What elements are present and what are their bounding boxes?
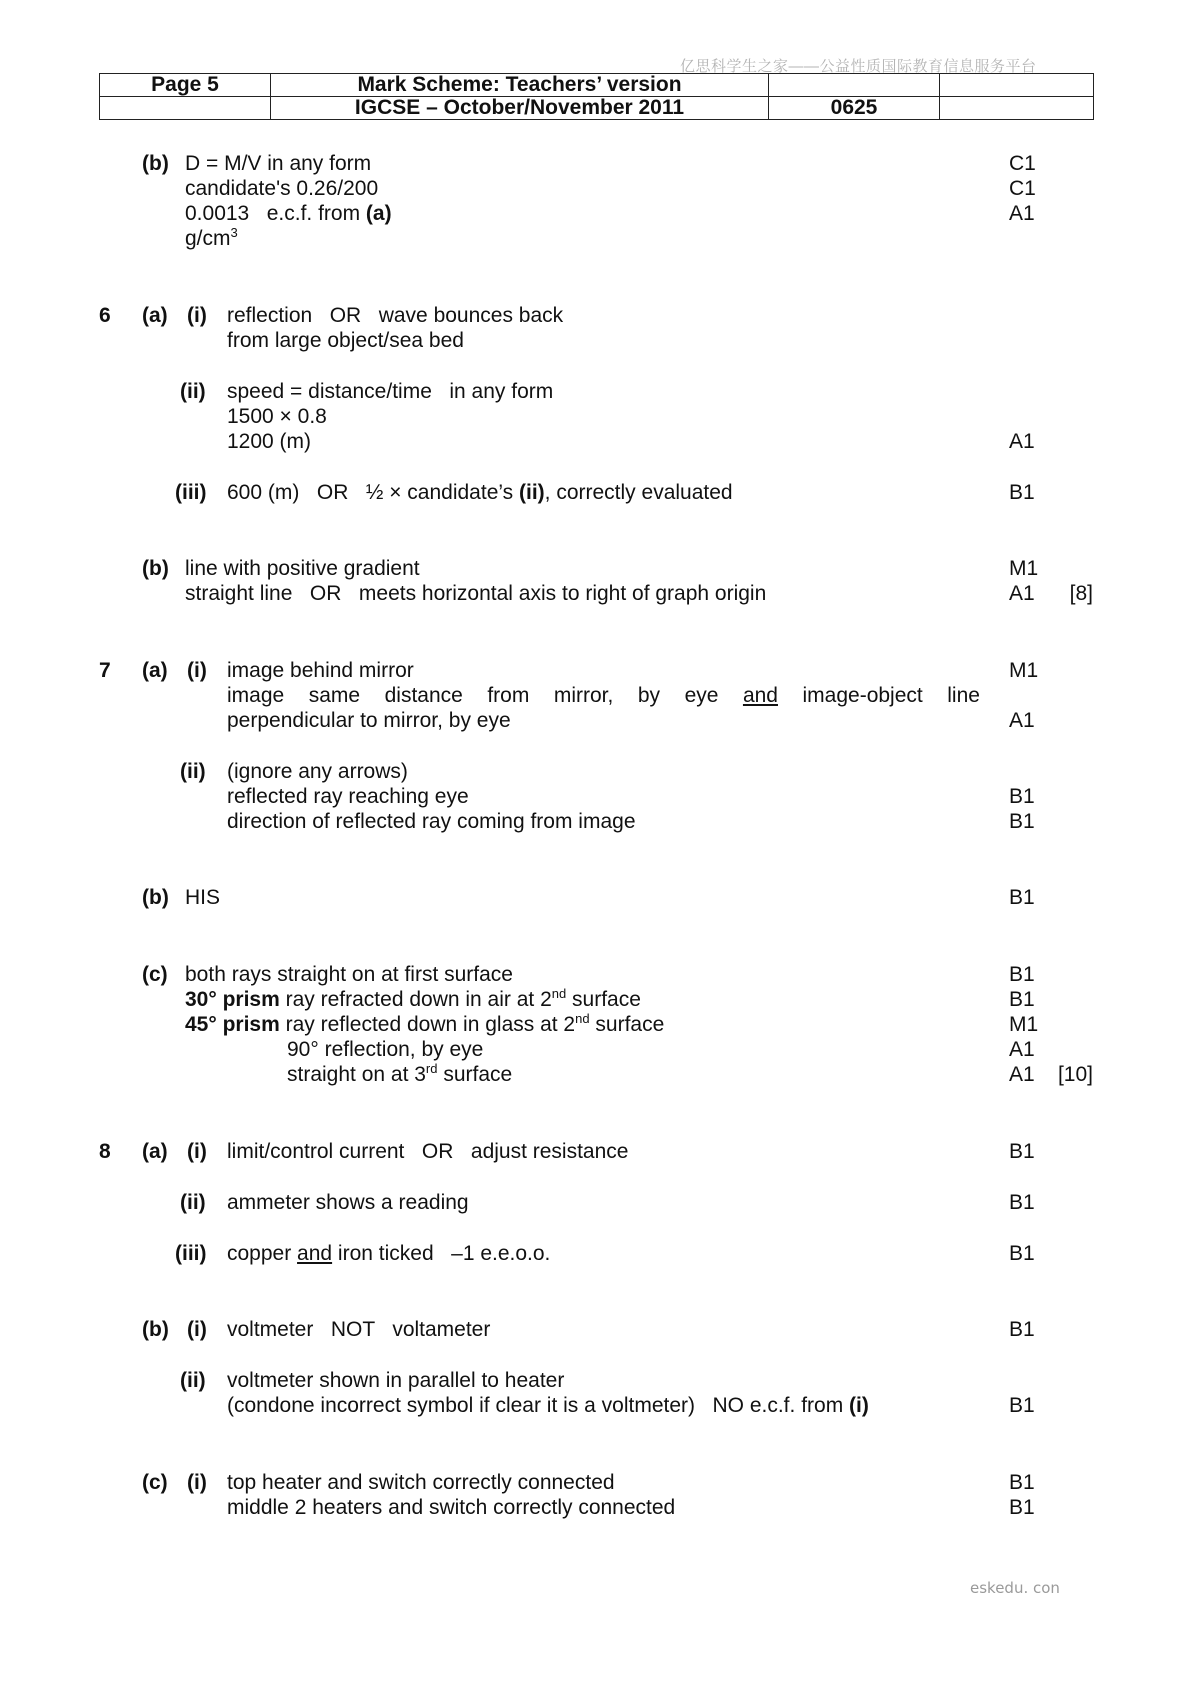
q7-c-line-4: 90° reflection, by eye [287, 1038, 484, 1061]
q8-c-i-line-1: top heater and switch correctly connected [227, 1471, 615, 1494]
q7-a-i-label: (i) [187, 659, 207, 682]
q6-number: 6 [99, 304, 111, 327]
q5-b-mark-3: A1 [1009, 202, 1035, 225]
q6-a-iii-ref: (ii) [519, 481, 545, 504]
q5-b-line-4 [185, 226, 238, 251]
q7-c-line-3 [185, 1012, 664, 1037]
q7-c-mark-2: B1 [1009, 988, 1035, 1011]
q7-number: 7 [99, 659, 111, 682]
q7-a-i-word: from [487, 684, 530, 707]
q6-a-iii-mark: B1 [1009, 481, 1035, 504]
q6-a-i-line-1: reflection OR wave bounces back [227, 304, 564, 327]
q7-a-ii-mark-1: B1 [1009, 785, 1035, 808]
q6-a-i-label: (i) [187, 304, 207, 327]
q7-c-line-5 [287, 1062, 512, 1087]
q5-b-label: (b) [142, 152, 169, 175]
q6-b-line-2: straight line OR meets horizontal axis to right of graph origin [185, 582, 767, 605]
q7-a-i-mark-1: M1 [1009, 659, 1039, 682]
q7-a-i-word: line [947, 684, 980, 707]
q8-b-ii-ref: (i) [849, 1394, 869, 1417]
q8-a-ii-line-1: ammeter shows a reading [227, 1191, 469, 1214]
q8-a-iii-mark: B1 [1009, 1242, 1035, 1265]
q7-c-line-2-text: ray refracted down in air at 2 [279, 988, 552, 1011]
q8-c-label: (c) [142, 1471, 168, 1494]
q5-b-line-3 [185, 201, 392, 226]
q8-a-iii-line-1 [227, 1241, 550, 1266]
q7-a-i-word: by [637, 684, 661, 707]
q5-b-line-1: D = M/V in any form [185, 152, 372, 175]
watermark: 亿思科学生之家——公益性质国际教育信息服务平台 [680, 58, 1037, 75]
q7-c-45-prism: 45° prism [185, 1013, 280, 1036]
q8-b-label: (b) [142, 1318, 169, 1341]
q7-a-i-word-underlined: and [742, 684, 778, 707]
q7-a-i-word: same [308, 684, 361, 707]
header-exam: IGCSE – October/November 2011 [271, 97, 769, 120]
q6-a-iii-label: (iii) [175, 481, 207, 504]
header-empty-3 [100, 97, 271, 120]
q7-a-i-line-3: perpendicular to mirror, by eye [227, 709, 511, 732]
q6-a-ii-line-1: speed = distance/time in any form [227, 380, 554, 403]
q6-a-iii-text-1: 600 (m) OR ½ × candidate’s [227, 481, 520, 504]
q6-b-line-1: line with positive gradient [185, 557, 420, 580]
q8-b-ii-label: (ii) [180, 1369, 206, 1392]
q7-c-mark-3: M1 [1009, 1013, 1039, 1036]
q7-a-i-word: distance [384, 684, 463, 707]
header-page: Page 5 [100, 74, 271, 97]
q7-c-mark-4: A1 [1009, 1038, 1035, 1061]
q6-a-ii-label: (ii) [180, 380, 206, 403]
header-title: Mark Scheme: Teachers’ version [271, 74, 769, 97]
q8-c-i-line-2: middle 2 heaters and switch correctly connected [227, 1496, 676, 1519]
q8-a-i-line-1: limit/control current OR adjust resistance [227, 1140, 629, 1163]
q8-c-i-label: (i) [187, 1471, 207, 1494]
footer-text: eskedu. con [970, 1579, 1060, 1597]
header-empty-4 [940, 97, 1094, 120]
header-table [99, 73, 1094, 120]
q7-a-i-line-2 [227, 683, 980, 708]
q6-a-ii-line-3: 1200 (m) [227, 430, 312, 453]
q8-a-ii-label: (ii) [180, 1191, 206, 1214]
q8-a-i-mark: B1 [1009, 1140, 1035, 1163]
q7-c-line-2 [185, 987, 641, 1012]
q8-c-i-mark-1: B1 [1009, 1471, 1035, 1494]
q8-b-i-label: (i) [187, 1318, 207, 1341]
q5-b-mark-1: C1 [1009, 152, 1036, 175]
q5-b-unit: g/cm [185, 227, 231, 250]
q7-a-ii-line-1: (ignore any arrows) [227, 760, 408, 783]
q7-a-i-word: image-object [802, 684, 923, 707]
q7-c-line-5-end: surface [437, 1063, 513, 1086]
header-empty-1 [769, 74, 940, 97]
q7-total: [10] [1057, 1063, 1093, 1086]
q5-b-line-3-ref: (a) [365, 202, 392, 225]
q7-b-label: (b) [142, 886, 169, 909]
q6-a-ii-mark: A1 [1009, 430, 1035, 453]
q5-b-unit-sup: 3 [230, 225, 238, 240]
q8-a-iii-label: (iii) [175, 1242, 207, 1265]
q6-total: [8] [1069, 582, 1093, 605]
header-empty-2 [940, 74, 1094, 97]
q8-b-ii-text: (condone incorrect symbol if clear it is a voltmeter) NO e.c.f. from [227, 1394, 850, 1417]
q6-a-iii-line-1 [227, 480, 733, 505]
q8-a-ii-mark: B1 [1009, 1191, 1035, 1214]
header-row-2 [100, 97, 1094, 120]
q7-a-ii-label: (ii) [180, 760, 206, 783]
q7-a-i-mark-2: A1 [1009, 709, 1035, 732]
q7-c-line-1: both rays straight on at first surface [185, 963, 513, 986]
q7-a-ii-line-2: reflected ray reaching eye [227, 785, 469, 808]
q7-c-line-2-sup: nd [551, 986, 567, 1001]
q7-a-i-word: eye [684, 684, 719, 707]
q8-number: 8 [99, 1140, 111, 1163]
q8-b-i-line-1: voltmeter NOT voltameter [227, 1318, 491, 1341]
q7-a-label: (a) [142, 659, 168, 682]
q6-b-label: (b) [142, 557, 169, 580]
q7-a-ii-mark-2: B1 [1009, 810, 1035, 833]
q6-a-label: (a) [142, 304, 168, 327]
q7-c-30-prism: 30° prism [185, 988, 280, 1011]
q6-a-iii-text-2: , correctly evaluated [544, 481, 733, 504]
q7-c-line-3-end: surface [589, 1013, 665, 1036]
q8-a-label: (a) [142, 1140, 168, 1163]
q6-a-ii-line-2: 1500 × 0.8 [227, 405, 327, 428]
q8-b-ii-mark: B1 [1009, 1394, 1035, 1417]
q7-c-line-5-sup: rd [425, 1061, 438, 1076]
q7-c-mark-5: A1 [1009, 1063, 1035, 1086]
q7-a-i-line-1: image behind mirror [227, 659, 414, 682]
q8-c-i-mark-2: B1 [1009, 1496, 1035, 1519]
q8-a-iii-underlined: and [297, 1242, 333, 1265]
q8-b-ii-line-2 [227, 1393, 869, 1418]
header-code: 0625 [769, 97, 940, 120]
q7-a-ii-line-3: direction of reflected ray coming from image [227, 810, 636, 833]
header-row-1 [100, 74, 1094, 97]
q7-a-i-word: image [227, 684, 285, 707]
q8-b-i-mark: B1 [1009, 1318, 1035, 1341]
q8-a-iii-text-2: iron ticked –1 e.e.o.o. [332, 1242, 551, 1265]
q6-a-i-line-2: from large object/sea bed [227, 329, 464, 352]
q5-b-mark-2: C1 [1009, 177, 1036, 200]
q5-b-line-3-text: 0.0013 e.c.f. from [185, 202, 366, 225]
q7-a-i-word: mirror, [553, 684, 614, 707]
q7-c-line-2-end: surface [566, 988, 641, 1011]
q5-b-line-2: candidate's 0.26/200 [185, 177, 379, 200]
q8-a-i-label: (i) [187, 1140, 207, 1163]
q6-b-mark-2: A1 [1009, 582, 1035, 605]
q8-a-iii-text-1: copper [227, 1242, 298, 1265]
q6-b-mark-1: M1 [1009, 557, 1039, 580]
q7-c-mark-1: B1 [1009, 963, 1035, 986]
q7-c-line-5-text: straight on at 3 [287, 1063, 426, 1086]
q7-c-line-3-text: ray reflected down in glass at 2 [279, 1013, 576, 1036]
q7-c-line-3-sup: nd [575, 1011, 590, 1026]
q7-b-mark: B1 [1009, 886, 1035, 909]
q7-c-label: (c) [142, 963, 168, 986]
q7-b-line-1: HIS [185, 886, 221, 909]
q8-b-ii-line-1: voltmeter shown in parallel to heater [227, 1369, 565, 1392]
